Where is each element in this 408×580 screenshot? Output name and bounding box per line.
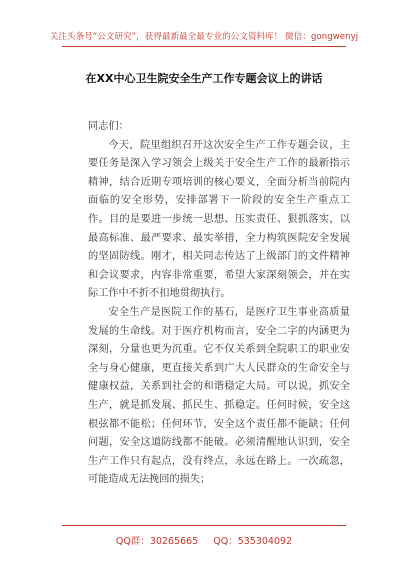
footer <box>0 533 408 547</box>
footer-divider <box>62 525 346 526</box>
salutation: 同志们： <box>88 121 129 132</box>
header-banner: 关注头条号“公文研究”，获得最新最全最专业的公文资料库！ 微信：gongwenyj <box>49 32 359 42</box>
footer-qq: QQ：535304092 <box>213 536 293 547</box>
header-divider <box>62 46 346 47</box>
footer-qq-group: QQ群：30265665 <box>115 536 199 547</box>
document-body <box>88 118 350 490</box>
document-title: 在XX中心卫生院安全生产工作专题会议上的讲话 <box>85 72 323 85</box>
paragraph-1: 今天，院里组织召开这次安全生产工作专题会议，主要任务是深入学习领会上级关于安全生产工作的最新指示精神，结合近期专项培训的核心要义，全面分析当前院内面临的安全形势，安排部署下一阶段的安全生产重点工作。目的是要进一步统一思想、压实责任、狠抓落实，以最高标准、最严要求、最实举措，全力构筑医院安全发展的坚固防线。刚才，相关同志传达了上级部门的文件精神和会议要求，内容非常重要，希望大家深刻领会，并在实际工作中不折不扣地贯彻执行。 <box>88 139 350 300</box>
paragraph-2: 安全生产是医院工作的基石，是医疗卫生事业高质量发展的生命线。对于医疗机构而言，安全二字的内涵更为深刻，分量也更为沉重。它不仅关系到全院职工的职业安全与身心健康，更直接关系到广大人民群众的生命安全与健康权益，关系到社会的和谐稳定大局。可以说，抓安全生产，就是抓发展、抓民生、抓稳定。任何时候，安全这根弦都不能松；任何环节，安全这个责任都不能缺；任何问题，安全这道防线都不能破。必须清醒地认识到，安全生产工作只有起点，没有终点，永远在路上。一次疏忽，可能造成无法挽回的损失； <box>88 306 350 486</box>
